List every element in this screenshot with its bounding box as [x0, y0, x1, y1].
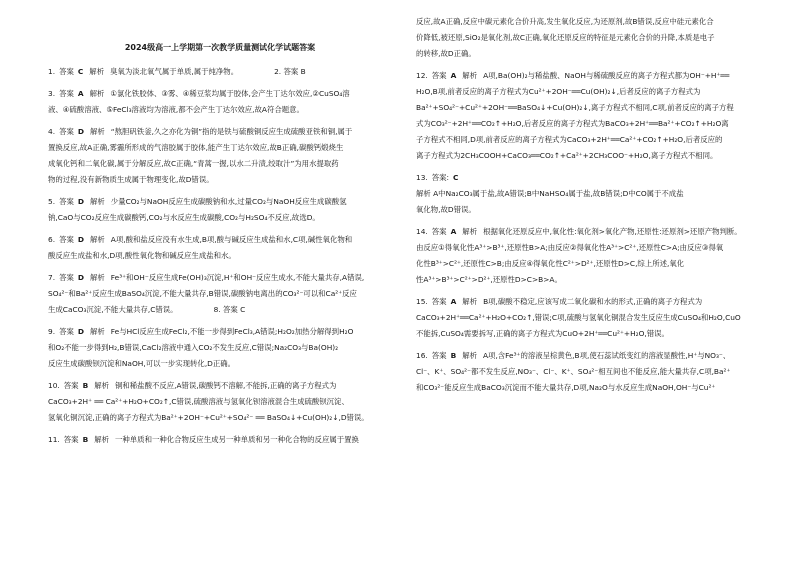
answer-value: B [450, 351, 457, 360]
inline-answer: 2. 答案 B [274, 67, 306, 76]
right-item [416, 294, 756, 342]
answer-label: 答案 [59, 197, 74, 206]
item-line: 子方程式不相同,D项,前者反应的离子方程式为CaCO₃+2H⁺══Ca²⁺+CO₂↑+H₂O,后者反应的 [416, 135, 723, 144]
explanation-text: B项,碳酸不稳定,应该写成二氧化碳和水的形式,正确的离子方程式为 [483, 297, 703, 306]
question-number: 4. [48, 127, 56, 136]
explain-label: 解析 [462, 351, 477, 360]
explain-label: 解析 [89, 89, 105, 98]
answer-value: D [77, 235, 84, 244]
explain-label: 解析 [90, 327, 105, 336]
answer-value: A [77, 89, 84, 98]
item-line: Ba²⁺+SO₄²⁻+Cu²⁺+2OH⁻══BaSO₄↓+Cu(OH)₂↓,离子方程式不相同,C项,前者反应的离子方程 [416, 103, 734, 112]
answer-label: 答案 [63, 381, 79, 390]
answer-label: 答案: [431, 173, 450, 182]
explanation-text: A项,含Fe³⁺的溶液呈棕黄色,B项,使石蕊试纸变红的溶液显酸性,H⁺与NO₃⁻、 [483, 351, 731, 360]
answer-label: 答案 [431, 351, 447, 360]
item-line: 物的过程,没有新物质生成属于物理变化,故D错误。 [48, 175, 214, 184]
item-line: 解析 A中Na₂CO₃属于盐,故A错误;B中NaHSO₄属于盐,故B错误;D中CO属于不成盐 [416, 189, 684, 198]
answer-value: C [453, 173, 459, 182]
item-line: 酸反应生成盐和水,D项,酸性氧化物和碱反应生成盐和水。 [48, 251, 236, 260]
item-line: 氧化物,故D错误。 [416, 205, 476, 214]
item-line [48, 124, 392, 140]
question-number: 1. [48, 67, 56, 76]
explain-label: 解析 [89, 67, 105, 76]
question-number: 11. [48, 435, 60, 444]
right-item [416, 14, 756, 62]
item-line: 性A³⁺>B³⁺>C²⁺>D²⁺,还原性D>C>B>A。 [416, 275, 562, 284]
item-line: SO₄²⁻和Ba²⁺反应生成BaSO₄沉淀,不能大量共存,B错误,碳酸钠电离出的CO₃²⁻可以和Ca²⁺反应 [48, 289, 357, 298]
explain-label: 解析 [462, 227, 478, 236]
question-number: 13. [416, 173, 428, 182]
answer-label: 答案 [431, 297, 447, 306]
question-number: 10. [48, 381, 60, 390]
item-line [48, 64, 392, 80]
explanation-text: 铜和稀盐酸不反应,A错误,碳酸钙不溶解,不能拆,正确的离子方程式为 [115, 381, 337, 390]
question-number: 9. [48, 327, 56, 336]
answer-label: 答案 [59, 235, 74, 244]
item-line: 液、④硫酸溶液、⑤FeCl₃溶液均为溶液,都不会产生丁达尔效应,故A符合题意。 [48, 105, 304, 114]
explanation-text: Fe³⁺和OH⁻反应生成Fe(OH)₃沉淀,H⁺和OH⁻反应生成水,不能大量共存,A错误, [110, 273, 365, 282]
page-title: 2024级高一上学期第一次教学质量测试化学试题答案 [124, 43, 316, 52]
right-items [416, 14, 756, 396]
item-line: 式为CO₃²⁻+2H⁺══CO₂↑+H₂O,后者反应的离子方程式为BaCO₃+2H⁺══Ba²⁺+CO₂↑+H₂O离 [416, 119, 729, 128]
item-line: 和CO₃²⁻能反应生成BaCO₃沉淀而不能大量共存,D项,Na₂O与水反应生成NaOH,OH⁻与Cu²⁺ [416, 383, 716, 392]
item-line: 成氧化钙和二氧化碳,属于分解反应,故C正确,“青蒿一握,以水二升渍,绞取汁”为用水提取药 [48, 159, 339, 168]
explanation-text: A项,酸和盐反应没有水生成,B项,酸与碱反应生成盐和水,C项,碱性氧化物和 [110, 235, 353, 244]
question-number: 3. [48, 89, 56, 98]
explanation-text: 反应,故A正确,反应中碳元素化合价升高,发生氧化反应,为还原剂,故B错误,反应中硅元素化合 [416, 17, 714, 26]
left-item [48, 124, 392, 188]
explanation-text: Fe与HCl反应生成FeCl₂,不能一步得到FeCl₃,A错误;H₂O₂加热分解得到H₂O [110, 327, 354, 336]
left-items [48, 64, 392, 448]
item-line [48, 432, 392, 448]
item-line: H₂O,B项,前者反应的离子方程式为Cu²⁺+2OH⁻══Cu(OH)₂↓,后者反应的离子方程式为 [416, 87, 701, 96]
item-line: 价降低,被还原,SiO₂是氧化剂,故C正确,氧化还原反应的特征是元素化合价的升降,本质是电子 [416, 33, 715, 42]
answer-value: A [450, 227, 457, 236]
explanation-text: 臭氧为淡北氧气属于单质,属于纯净物。 [110, 67, 239, 76]
question-number: 5. [48, 197, 56, 206]
answer-label: 答案 [59, 89, 74, 98]
left-item [48, 432, 392, 448]
item-line [416, 68, 756, 84]
answer-value: D [77, 273, 84, 282]
question-number: 16. [416, 351, 428, 360]
left-item [48, 378, 392, 426]
explanation-text: “熬胆矾铁釜,久之亦化为铜”指的是铁与硫酸铜反应生成硫酸亚铁和铜,属于 [110, 127, 353, 136]
explanation-text: 根据氧化还原反应中,氧化性:氧化剂>氧化产物,还原性:还原剂>还原产物判断。 [483, 227, 742, 236]
item-line: 置换反应,故A正确,雾霾所形成的气溶胶属于胶体,能产生丁达尔效应,故B正确,碳酸钙煅烧生 [48, 143, 344, 152]
item-line [416, 348, 756, 364]
question-number: 15. [416, 297, 428, 306]
explain-label: 解析 [462, 297, 478, 306]
item-line [48, 232, 392, 248]
left-item [48, 324, 392, 372]
answer-label: 答案 [59, 273, 74, 282]
left-item [48, 270, 392, 318]
answer-label: 答案 [431, 227, 447, 236]
answer-value: B [82, 435, 89, 444]
answer-label: 答案 [63, 435, 79, 444]
explain-label: 解析 [90, 273, 105, 282]
answer-value: A [450, 297, 457, 306]
right-item [416, 170, 756, 218]
answer-value: B [82, 381, 89, 390]
explain-label: 解析 [90, 235, 105, 244]
question-number: 14. [416, 227, 428, 236]
item-line: 化性B³⁺>C²⁺,还原性C>B;由反应④得氧化性C²⁺>D²⁺,还原性D>C,综上所述,氧化 [416, 259, 685, 268]
item-line: 离子方程式为2CH₃COOH+CaCO₃══CO₂↑+Ca²⁺+2CH₃COO⁻+H₂O,离子方程式不相同。 [416, 151, 718, 160]
answer-label: 答案 [431, 71, 447, 80]
left-item [48, 86, 392, 118]
item-line [416, 224, 756, 240]
item-line [48, 194, 392, 210]
explain-label: 解析 [94, 435, 109, 444]
explanation-text: ①氯化铁胶体、③雾、④稀豆浆均属于胶体,会产生丁达尔效应,②CuSO₄溶 [110, 89, 350, 98]
item-line [416, 14, 756, 30]
answer-label: 答案 [59, 127, 74, 136]
item-line [48, 378, 392, 394]
explanation-text: 一种单质和一种化合物反应生成另一种单质和另一种化合物的反应属于置换 [115, 435, 359, 444]
left-item [48, 232, 392, 264]
left-item [48, 64, 392, 80]
answer-value: D [77, 327, 84, 336]
item-line: 生成CaCO₃沉淀,不能大量共存,C错误。 8. 答案 C [48, 305, 246, 314]
item-line: 氢氧化铜沉淀,正确的离子方程式为Ba²⁺+2OH⁻+Cu²⁺+SO₄²⁻ ══ BaSO₄↓+Cu(OH)₂↓,D错误。 [48, 413, 369, 422]
item-line: 的转移,故D正确。 [416, 49, 476, 58]
item-line: CaCO₃+2H⁺ ══ Ca²⁺+H₂O+CO₂↑,C错误,硫酸溶液与氢氧化钡溶液混合生成硫酸钡沉淀、 [48, 397, 349, 406]
answer-label: 答案 [59, 67, 74, 76]
question-number: 6. [48, 235, 56, 244]
question-number: 7. [48, 273, 56, 282]
item-line [416, 170, 756, 186]
explain-label: 解析 [90, 127, 105, 136]
question-number: 12. [416, 71, 428, 80]
explanation-text: A项,Ba(OH)₂与稀盐酸、NaOH与稀硫酸反应的离子方程式都为OH⁻+H⁺══ [483, 71, 730, 80]
answer-value: C [77, 67, 84, 76]
inline-answer: 8. 答案 C [213, 305, 246, 314]
item-line: 反应生成碳酸钡沉淀和NaOH,可以一步实现转化,D正确。 [48, 359, 236, 368]
answer-value: D [77, 197, 84, 206]
right-column [416, 14, 756, 402]
right-item [416, 68, 756, 164]
left-item [48, 194, 392, 226]
right-item [416, 224, 756, 288]
answer-value: A [450, 71, 457, 80]
explain-label: 解析 [462, 71, 478, 80]
item-line: 由反应①得氧化性A³⁺>B³⁺,还原性B>A;由反应②得氧化性A³⁺>C²⁺,还原性C>A;由反应③得氧 [416, 243, 724, 252]
item-line: 不能拆,CuSO₄需要拆写,正确的离子方程式为CuO+2H⁺══Cu²⁺+H₂O,错误。 [416, 329, 669, 338]
answer-value: D [77, 127, 84, 136]
item-line: CaCO₃+2H⁺══Ca²⁺+H₂O+CO₂↑,错误;C项,硫酸与氢氧化铜混合发生反应生成CuSO₄和H₂O,CuO [416, 313, 741, 322]
explanation-text: 少量CO₂与NaOH反应生成碳酸钠和水,过量CO₂与NaOH反应生成碳酸氢 [110, 197, 347, 206]
explain-label: 解析 [94, 381, 109, 390]
item-line: Cl⁻、K⁺、SO₄²⁻都不发生反应,NO₃⁻、Cl⁻、K⁺、SO₄²⁻相互间也不能反应,能大量共存,C项,Ba²⁺ [416, 367, 731, 376]
explain-label: 解析 [90, 197, 105, 206]
item-line: 和O₂不能一步得到H₂,B错误,CaCl₂溶液中通入CO₂不发生反应,C错误;Na₂CO₃与Ba(OH)₂ [48, 343, 339, 352]
item-line [48, 270, 392, 286]
item-line [416, 294, 756, 310]
left-column [48, 14, 392, 454]
answer-label: 答案 [59, 327, 74, 336]
item-line [48, 86, 392, 102]
right-item [416, 348, 756, 396]
item-line: 钠,CaO与CO₂反应生成碳酸钙,CO₂与水反应生成碳酸,CO₂与H₂SO₄不反应,故选D。 [48, 213, 320, 222]
item-line [48, 324, 392, 340]
